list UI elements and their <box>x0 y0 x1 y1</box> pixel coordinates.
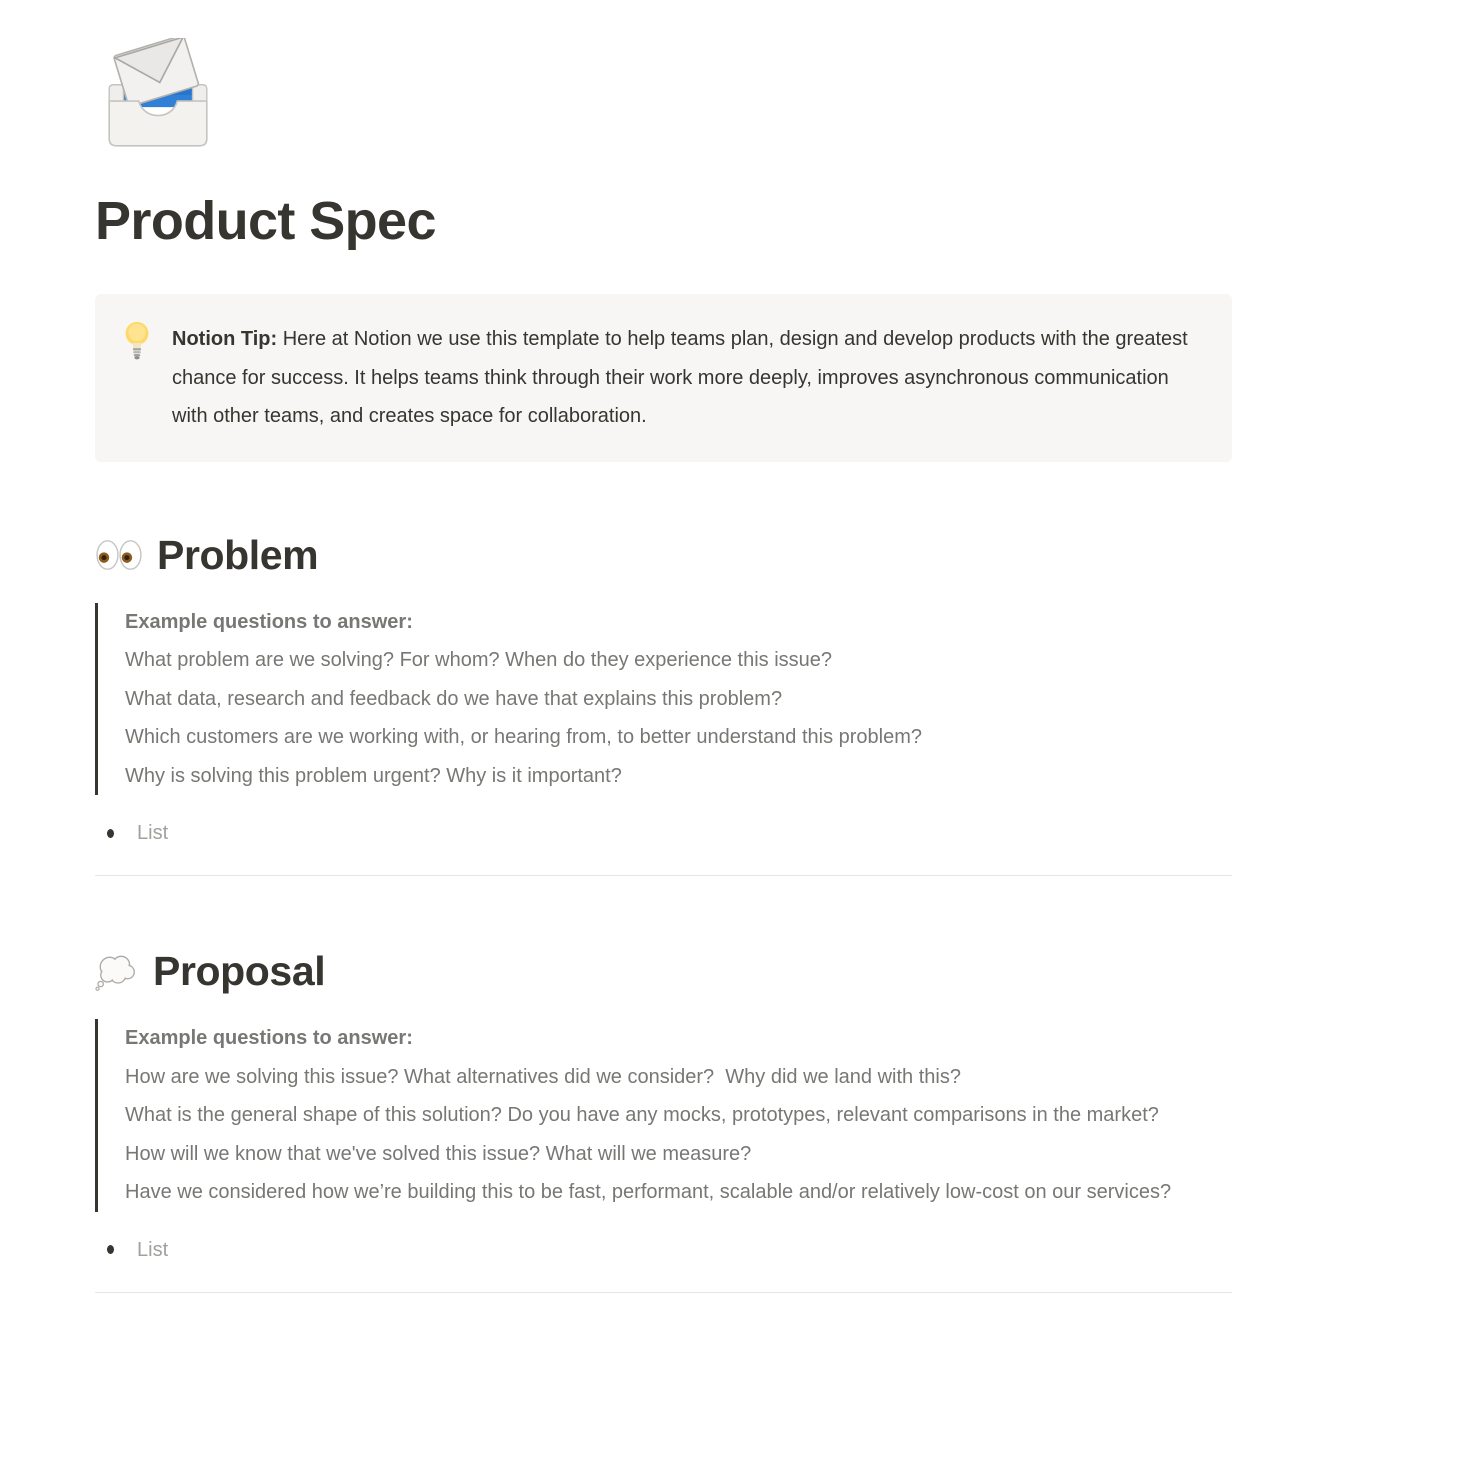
quote-line: Have we considered how we’re building this to be fast, performant, scalable and/or relatively low-cost on our services? <box>125 1181 1172 1204</box>
divider <box>95 1292 1232 1293</box>
heading-problem-label: Problem <box>157 531 319 578</box>
quote-line: What problem are we solving? For whom? When do they experience this issue? <box>125 649 833 672</box>
thought-balloon-icon <box>95 953 139 991</box>
page-title[interactable]: Product Spec <box>95 191 436 251</box>
heading-problem[interactable] <box>95 532 1232 579</box>
proposal-list-item[interactable] <box>95 1235 1232 1265</box>
quote-line: How will we know that we've solved this issue? What will we measure? <box>125 1142 752 1165</box>
list-placeholder: List <box>137 1238 169 1261</box>
page-icon-inbox-envelope[interactable] <box>95 38 221 160</box>
quote-line: What is the general shape of this solution? Do you have any mocks, prototypes, relevant comparisons in the market? <box>125 1104 1159 1127</box>
inbox-envelope-icon <box>95 38 221 160</box>
heading-proposal-label: Proposal <box>153 948 326 995</box>
notion-tip-callout[interactable] <box>95 294 1232 462</box>
quote-line: Which customers are we working with, or hearing from, to better understand this problem? <box>125 726 923 749</box>
callout-text <box>172 320 1198 436</box>
quote-label: Example questions to answer: <box>125 610 413 633</box>
heading-proposal[interactable] <box>95 948 1232 995</box>
notion-page <box>95 0 1232 1293</box>
list-placeholder: List <box>137 822 169 845</box>
quote-label: Example questions to answer: <box>125 1027 413 1050</box>
bullet-dot <box>107 1245 114 1254</box>
callout-label: Notion Tip: <box>172 328 278 351</box>
callout-body-text: Here at Notion we use this template to help teams plan, design and develop products with the greatest chance for success. It helps teams think through their work more deeply, improves asynchronous communication with other teams, and creates space for collaboration. <box>172 328 1188 428</box>
bullet-dot <box>107 829 114 838</box>
quote-line: What data, research and feedback do we have that explains this problem? <box>125 687 783 710</box>
eyes-icon <box>95 539 143 571</box>
quote-line: How are we solving this issue? What alternatives did we consider? Why did we land with this? <box>125 1065 961 1088</box>
divider <box>95 875 1232 876</box>
problem-list-item[interactable] <box>95 818 1232 848</box>
proposal-quote-block[interactable] <box>95 1019 1232 1212</box>
lightbulb-icon <box>122 320 152 362</box>
tray-front <box>109 101 207 146</box>
quote-line: Why is solving this problem urgent? Why is it important? <box>125 764 622 787</box>
problem-quote-block[interactable] <box>95 603 1232 796</box>
